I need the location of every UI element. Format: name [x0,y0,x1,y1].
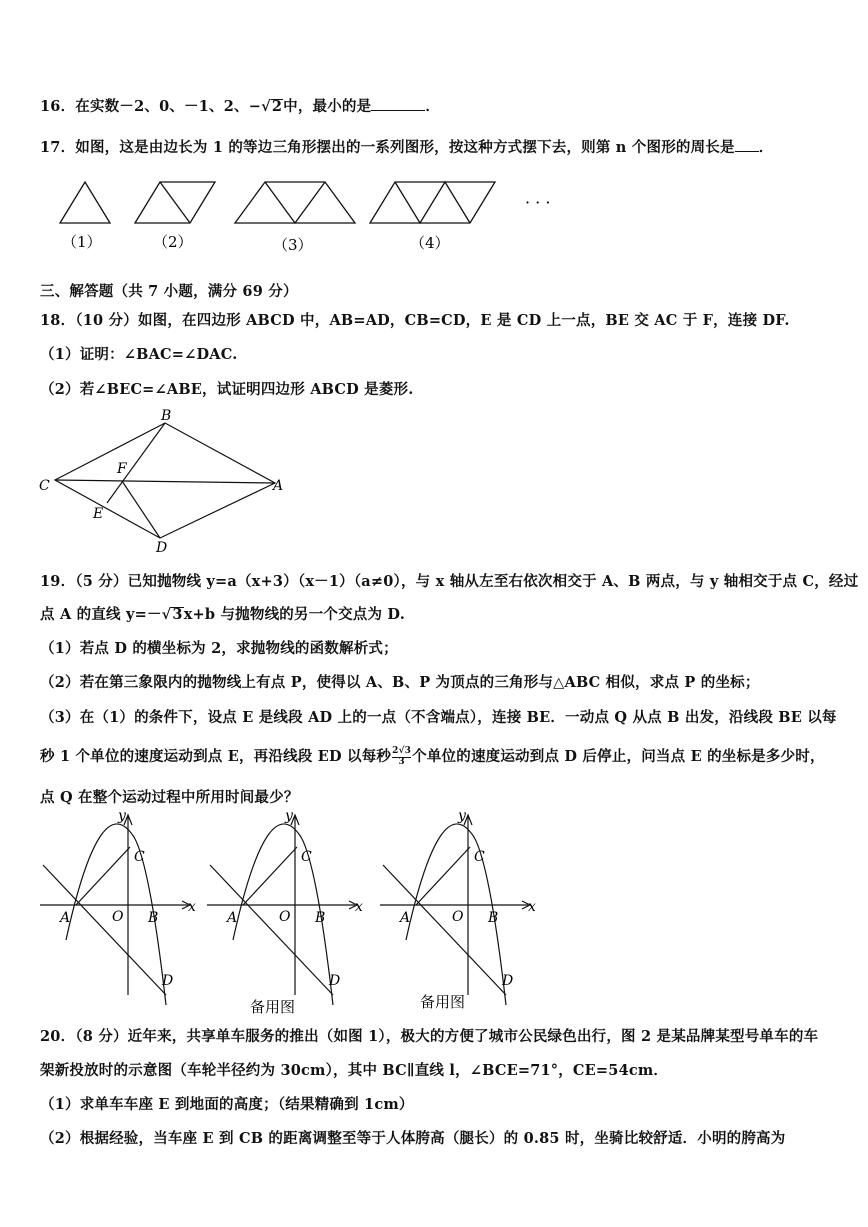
q18-label-F: F [117,461,127,477]
q18-label-B: B [161,408,172,424]
q19-b2-label-A: A [400,910,411,926]
q17-triangles-figure [40,170,580,260]
q19-b1-label-O: O [279,909,291,925]
q17-caption-3: （3） [273,236,313,254]
q18-rhombus-figure [35,405,305,555]
q19-b2-label-x: x [528,899,536,915]
q19-graph-backup-2 [378,805,543,1015]
fig2-shape [135,182,215,223]
q17-text-a: 17．如图，这是由边长为 1 的等边三角形摆出的一系列图形，按这种方式摆下去，则第 n 个图形的周长是 [40,139,735,156]
q19-b2-label-y: y [458,808,466,824]
q19-stem-b2: x+b 与抛物线的另一个交点为 D. [183,606,405,623]
q17-answer-blank[interactable] [735,150,759,152]
q17-caption-1: （1） [62,233,102,251]
q19-main-label-x: x [188,899,196,915]
q20-stem-b: 架新投放时的示意图（车轮半径约为 30cm），其中 BC∥直线 l，∠BCE=71°，CE=54cm． [40,1062,669,1079]
q19-frac-num: 2√3 [392,746,412,757]
q19-main-label-O: O [112,909,124,925]
q16-text-a: 16．在实数－2、0、－1、2、 [40,98,249,115]
q18-label-A: A [273,478,284,494]
q16-answer-blank[interactable] [371,109,425,111]
q19-part1: （1）若点 D 的横坐标为 2，求抛物线的函数解析式； [40,640,398,657]
q19-sqrt: √3 [161,606,183,623]
q19-graph-main [38,805,203,1000]
q19-main-label-y: y [118,808,126,824]
q17-line [40,136,773,157]
q16-text-c: ． [425,98,441,115]
q19-graph-backup-1 [205,805,370,1015]
q17-caption-4: （4） [410,234,450,252]
q19-fraction [392,747,411,767]
q19-part3c: 点 Q 在整个运动过程中所用时间最少？ [40,789,299,806]
q16-text-b: 中，最小的是 [283,98,372,115]
q19-b1-label-y: y [285,808,293,824]
q19-part3b2: 个单位的速度运动到点 D 后停止，问当点 E 的坐标是多少时， [412,748,825,765]
fig4-shape [370,182,495,223]
q19-part3b1: 秒 1 个单位的速度运动到点 E，再沿线段 ED 以每秒 [40,748,392,765]
q17-text-c: ． [758,139,774,156]
q18-part2: （2）若∠BEC=∠ABE，试证明四边形 ABCD 是菱形. [40,381,414,398]
q19-stem-b [40,603,405,624]
q18-label-C: C [39,478,50,494]
q20-part1: （1）求单车车座 E 到地面的高度；（结果精确到 1cm） [40,1096,414,1113]
q16-sqrt: √2 [261,98,283,115]
q19-b2-label-B: B [488,910,499,926]
q19-frac-den: 3 [398,756,405,767]
q19-b1-label-D: D [329,973,341,989]
q18-label-D: D [156,540,168,556]
q19-stem-b1: 点 A 的直线 y=－ [40,606,162,623]
q19-part2: （2）若在第三象限内的抛物线上有点 P，使得以 A、B、P 为顶点的三角形与△ABC 相似，求点 P 的坐标； [40,674,760,691]
q19-b1-label-B: B [315,910,326,926]
q19-b2-label-O: O [452,909,464,925]
q19-b2-label-C: C [474,849,485,865]
q18-stem: 18．（10 分）如图，在四边形 ABCD 中，AB=AD，CB=CD，E 是 CD 上一点，BE 交 AC 于 F，连接 DF. [40,312,790,329]
q19-b1-label-A: A [227,910,238,926]
q18-part1: （1）证明：∠BAC=∠DAC. [40,346,238,363]
fig3-shape [235,182,355,223]
q19-main-label-C: C [134,849,145,865]
q19-b2-label-D: D [502,973,514,989]
q18-label-E: E [93,506,104,522]
q19-main-label-B: B [148,910,159,926]
q16-sqrt-arg: 2 [271,98,283,115]
q19-b1-label-C: C [301,849,312,865]
section3-title: 三、解答题（共 7 小题，满分 69 分） [40,283,298,300]
q16-line [40,95,440,116]
q17-caption-2: （2） [153,233,193,251]
fig1-triangle [60,182,110,223]
q19-stem-a: 19．（5 分）已知抛物线 y=a（x+3）（x－1）（a≠0），与 x 轴从左至右依次相交于 A、B 两点，与 y 轴相交于点 C，经过 [40,573,859,590]
q19-main-label-D: D [162,973,174,989]
q17-ellipsis: · · · [525,193,551,212]
q19-b2-caption: 备用图 [420,993,466,1011]
q20-part2: （2）根据经验，当车座 E 到 CB 的距离调整至等于人体胯高（腿长）的 0.85 时，坐骑比较舒适．小明的胯高为 [40,1130,786,1147]
q19-b1-caption: 备用图 [250,998,296,1016]
q20-stem-a: 20．（8 分）近年来，共享单车服务的推出（如图 1），极大的方便了城市公民绿色出行，图 2 是某品牌某型号单车的车 [40,1028,819,1045]
q19-main-label-A: A [60,910,71,926]
q19-part3: （3）在（1）的条件下，设点 E 是线段 AD 上的一点（不含端点），连接 BE．一动点 Q 从点 B 出发，沿线段 BE 以每 [40,709,837,726]
q19-part3b [40,745,825,767]
q19-sqrt-arg: 3 [172,606,183,623]
q16-neg: − [248,98,262,115]
q19-b1-label-x: x [355,899,363,915]
